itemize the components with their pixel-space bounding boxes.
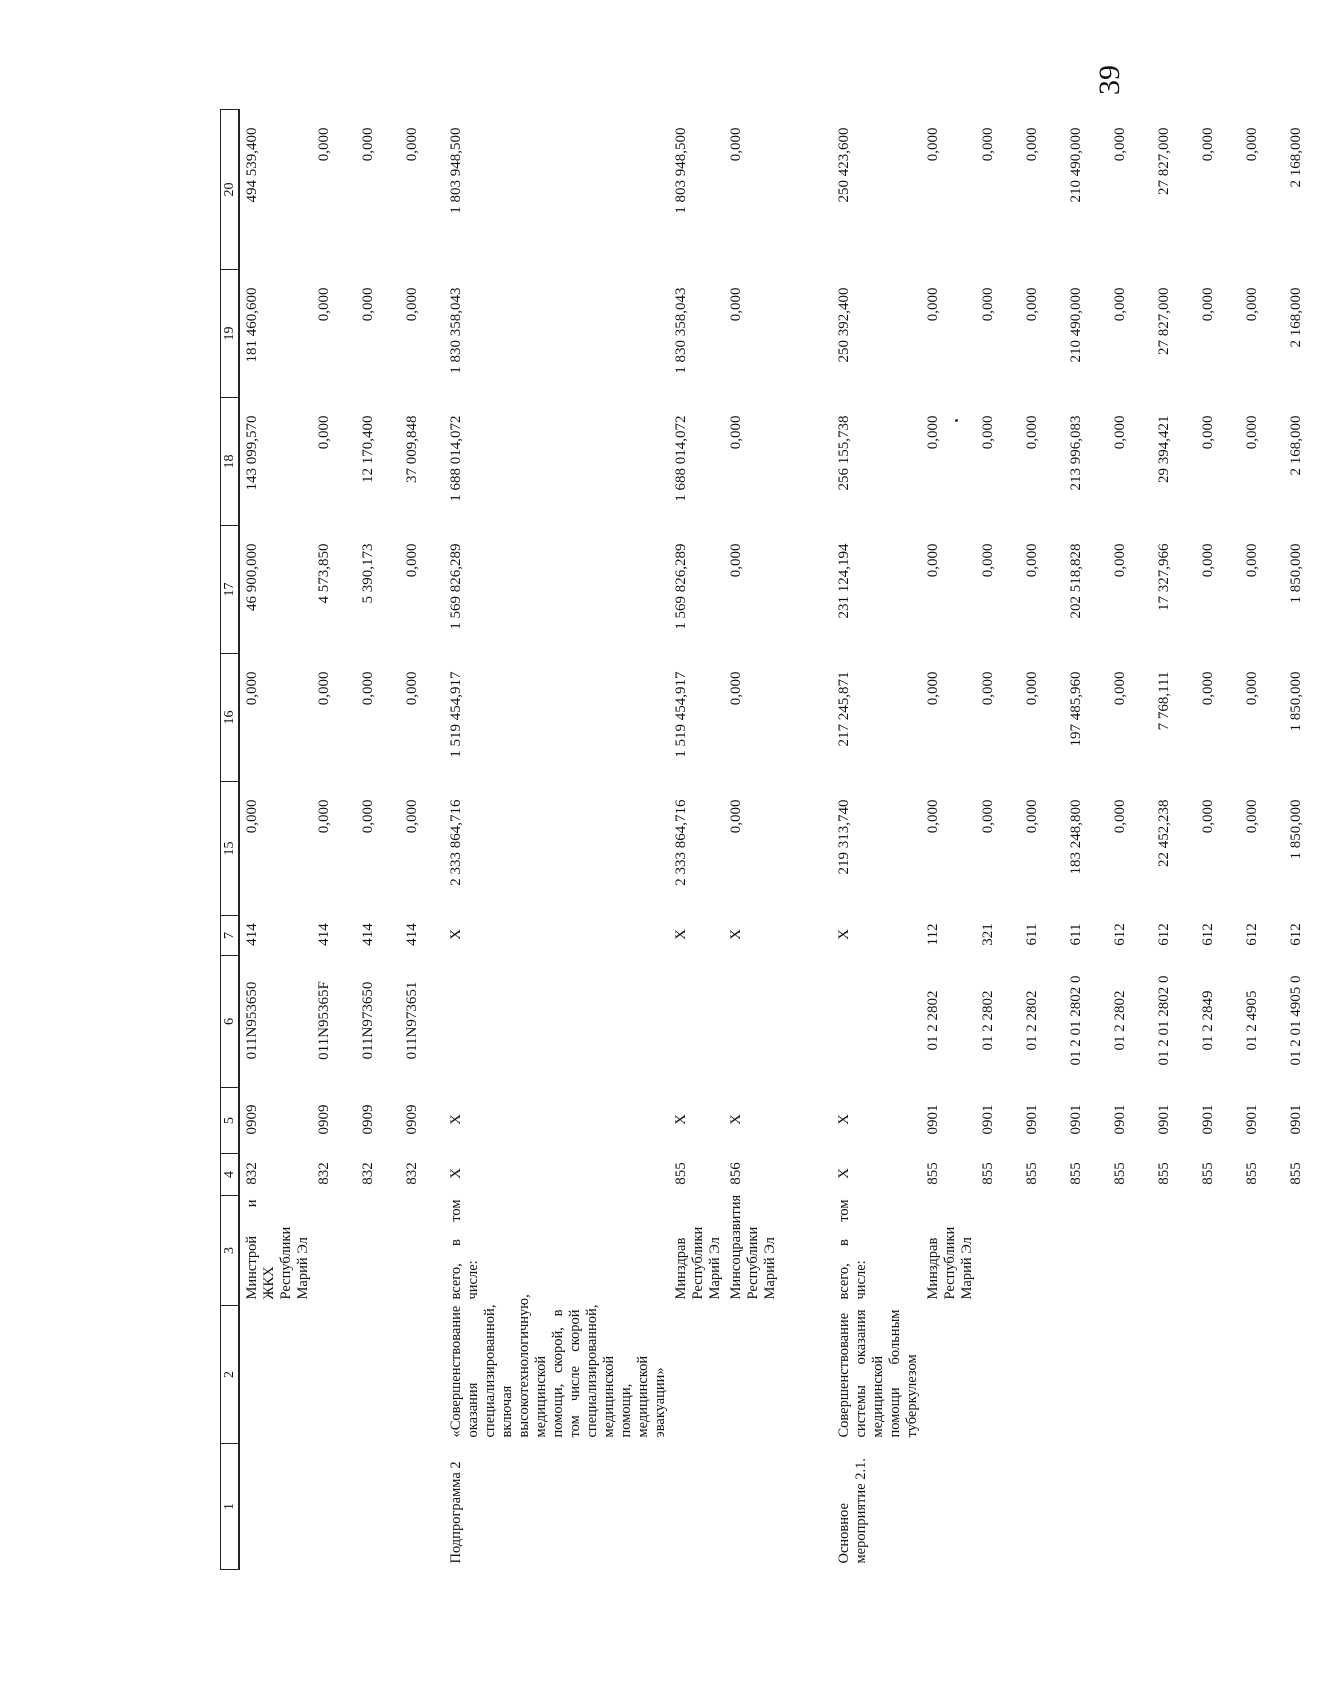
row-label-cell (1064, 1444, 1108, 1570)
expense-type-cell: 414 (360, 923, 376, 946)
amount-cell: 0,000 (1244, 287, 1260, 322)
amount-cell: 0,000 (1024, 543, 1040, 578)
amount-cell: 197 485,960 (1068, 671, 1084, 747)
target-article-cell: 011N95365F (316, 981, 332, 1060)
row-label-cell (312, 1444, 356, 1570)
amount-cell: 0,000 (1112, 671, 1128, 706)
amount-cell: 0,000 (1244, 415, 1260, 450)
description-cell (1020, 1306, 1064, 1444)
column-header: 20 (221, 110, 240, 270)
description-cell (312, 1306, 356, 1444)
amount-cell: 1 803 948,500 (448, 127, 464, 214)
grbs-code-cell: 855 (673, 1162, 689, 1185)
executor-cell: Минстрой и ЖКХ Республики Марий Эл (244, 1199, 311, 1300)
expense-type-cell: 612 (1156, 923, 1172, 946)
amount-cell: 0,000 (980, 799, 996, 834)
column-header: 1 (221, 1444, 240, 1570)
grbs-code-cell: 855 (980, 1162, 996, 1185)
column-header: 5 (221, 1088, 240, 1154)
amount-cell: 0,000 (1200, 671, 1216, 706)
column-header: 15 (221, 782, 240, 916)
amount-cell: 210 490,000 (1068, 127, 1084, 203)
row-label-cell (1020, 1444, 1064, 1570)
amount-cell: 4 573,850 (316, 543, 332, 604)
target-article-cell: 01 2 4905 (1244, 990, 1260, 1051)
amount-cell: 0,000 (980, 415, 996, 450)
amount-cell: 46 900,000 (244, 543, 260, 611)
row-label-cell (1240, 1444, 1284, 1570)
table-row (444, 110, 669, 1570)
section-code-cell: 0901 (1156, 1104, 1172, 1135)
amount-cell: 0,000 (728, 127, 744, 162)
table-row (724, 110, 832, 1570)
amount-cell: 27 827,000 (1156, 127, 1172, 195)
amount-cell: 213 996,083 (1068, 415, 1084, 491)
amount-cell: 0,000 (360, 287, 376, 322)
expense-type-cell: 612 (1288, 923, 1304, 946)
budget-table (220, 109, 1328, 1570)
amount-cell: 0,000 (1244, 671, 1260, 706)
section-code-cell: 0909 (244, 1104, 260, 1135)
target-article-cell: 01 2 01 2802 0 (1068, 975, 1084, 1066)
amount-cell: 1 688 014,072 (448, 415, 464, 502)
amount-cell: 0,000 (925, 287, 941, 322)
budget-table-sheet (220, 110, 1304, 1570)
grbs-code-cell: 855 (1244, 1162, 1260, 1185)
amount-cell: 0,000 (980, 671, 996, 706)
target-article-cell: 01 2 2802 (1112, 990, 1128, 1051)
expense-type-cell: 321 (980, 923, 996, 946)
description-cell: Совершенствование системы оказания медицинской помощи больным туберкулезом (836, 1309, 920, 1438)
section-code-cell: Х (728, 1114, 744, 1125)
amount-cell: 0,000 (728, 543, 744, 578)
column-header: 16 (221, 654, 240, 782)
amount-cell: 0,000 (404, 287, 420, 322)
amount-cell: 0,000 (925, 799, 941, 834)
target-article-cell: 011N973651 (404, 981, 420, 1060)
row-label-cell (400, 1444, 444, 1570)
amount-cell: 22 452,238 (1156, 799, 1172, 867)
table-row (1196, 110, 1240, 1570)
amount-cell: 219 313,740 (836, 799, 852, 875)
executor-cell (1196, 1196, 1240, 1306)
target-article-cell: 01 2 2849 (1200, 990, 1216, 1051)
amount-cell: 0,000 (316, 127, 332, 162)
row-label-cell (1152, 1444, 1196, 1570)
executor-cell (1020, 1196, 1064, 1306)
executor-cell (976, 1196, 1020, 1306)
table-row (1284, 110, 1328, 1570)
column-header: 18 (221, 398, 240, 526)
expense-type-cell: 611 (1068, 923, 1084, 946)
amount-cell: 0,000 (244, 671, 260, 706)
column-header: 17 (221, 526, 240, 654)
expense-type-cell: 611 (1024, 923, 1040, 946)
executor-cell: всего, в том числе: (836, 1199, 869, 1300)
amount-cell: 0,000 (980, 543, 996, 578)
executor-cell (1064, 1196, 1108, 1306)
amount-cell: 27 827,000 (1156, 287, 1172, 355)
amount-cell: 2 168,000 (1288, 287, 1304, 348)
target-article-cell (444, 956, 669, 1088)
section-code-cell: 0901 (980, 1104, 996, 1135)
target-article-cell (724, 956, 832, 1088)
target-article-cell: 011N953650 (244, 981, 260, 1060)
amount-cell: 0,000 (404, 671, 420, 706)
target-article-cell: 01 2 01 2802 0 (1156, 975, 1172, 1066)
executor-cell: всего, в том числе: (448, 1199, 481, 1300)
description-cell (1240, 1306, 1284, 1444)
section-code-cell: 0909 (360, 1104, 376, 1135)
amount-cell: 1 850,000 (1288, 543, 1304, 604)
amount-cell: 17 327,966 (1156, 543, 1172, 611)
amount-cell: 0,000 (1200, 287, 1216, 322)
amount-cell: 0,000 (1112, 127, 1128, 162)
grbs-code-cell: 855 (1024, 1162, 1040, 1185)
amount-cell: 0,000 (925, 127, 941, 162)
description-cell (976, 1306, 1020, 1444)
amount-cell: 0,000 (728, 671, 744, 706)
grbs-code-cell: 832 (360, 1162, 376, 1185)
section-code-cell: 0901 (1244, 1104, 1260, 1135)
expense-type-cell: 112 (925, 923, 941, 946)
amount-cell: 256 155,738 (836, 415, 852, 491)
expense-type-cell: 612 (1244, 923, 1260, 946)
description-cell (724, 1306, 832, 1444)
amount-cell: 0,000 (404, 127, 420, 162)
table-row (239, 110, 312, 1570)
amount-cell: 250 423,600 (836, 127, 852, 203)
amount-cell: 0,000 (1112, 287, 1128, 322)
target-article-cell (832, 956, 921, 1088)
section-code-cell: 0901 (925, 1104, 941, 1135)
amount-cell: 1 830 358,043 (673, 287, 689, 374)
amount-cell: 1 569 826,289 (673, 543, 689, 630)
expense-type-cell: Х (728, 929, 744, 940)
amount-cell: 181 460,600 (244, 287, 260, 363)
column-header: 6 (221, 956, 240, 1088)
amount-cell: 1 830 358,043 (448, 287, 464, 374)
amount-cell: 0,000 (316, 287, 332, 322)
amount-cell: 0,000 (925, 543, 941, 578)
amount-cell: 1 519 454,917 (448, 671, 464, 758)
amount-cell: 210 490,000 (1068, 287, 1084, 363)
amount-cell: 37 009,848 (404, 415, 420, 483)
table-header-row (221, 110, 240, 1570)
amount-cell: 29 394,421 (1156, 415, 1172, 483)
description-cell (400, 1306, 444, 1444)
executor-cell (400, 1196, 444, 1306)
table-row (400, 110, 444, 1570)
amount-cell: 2 168,000 (1288, 127, 1304, 188)
description-cell (921, 1306, 976, 1444)
amount-cell: 1 519 454,917 (673, 671, 689, 758)
row-label-cell (1284, 1444, 1328, 1570)
amount-cell: 250 392,400 (836, 287, 852, 363)
target-article-cell: 011N973650 (360, 981, 376, 1060)
amount-cell: 0,000 (925, 415, 941, 450)
table-row (356, 110, 400, 1570)
row-label-cell: Основное мероприятие 2.1. (836, 1458, 869, 1564)
grbs-code-cell: 855 (1156, 1162, 1172, 1185)
target-article-cell: 01 2 2802 (1024, 990, 1040, 1051)
executor-cell (356, 1196, 400, 1306)
section-code-cell: Х (448, 1114, 464, 1125)
amount-cell: 0,000 (1200, 415, 1216, 450)
grbs-code-cell: 832 (404, 1162, 420, 1185)
table-body (239, 110, 1328, 1570)
column-header: 2 (221, 1306, 240, 1444)
row-label-cell: Подпрограмма 2 (448, 1461, 464, 1564)
amount-cell: 2 333 864,716 (673, 799, 689, 886)
amount-cell: 0,000 (1244, 127, 1260, 162)
amount-cell: 1 850,000 (1288, 799, 1304, 860)
table-row (1240, 110, 1284, 1570)
amount-cell: 12 170,400 (360, 415, 376, 483)
amount-cell: 143 099,570 (244, 415, 260, 491)
amount-cell: 1 850,000 (1288, 671, 1304, 732)
description-cell (239, 1306, 312, 1444)
table-row (312, 110, 356, 1570)
amount-cell: 0,000 (244, 799, 260, 834)
grbs-code-cell: 832 (244, 1162, 260, 1185)
table-row (669, 110, 724, 1570)
grbs-code-cell: 855 (925, 1162, 941, 1185)
executor-cell: Минздрав Республики Марий Эл (925, 1226, 975, 1300)
description-cell (669, 1306, 724, 1444)
target-article-cell: 01 2 2802 (980, 990, 996, 1051)
column-header: 19 (221, 270, 240, 398)
expense-type-cell: 612 (1112, 923, 1128, 946)
description-cell (1064, 1306, 1108, 1444)
row-label-cell (356, 1444, 400, 1570)
section-code-cell: 0901 (1200, 1104, 1216, 1135)
amount-cell: 0,000 (360, 127, 376, 162)
description-cell (1196, 1306, 1240, 1444)
row-label-cell (1108, 1444, 1152, 1570)
amount-cell: 5 390,173 (360, 543, 376, 604)
row-label-cell (976, 1444, 1020, 1570)
executor-cell (312, 1196, 356, 1306)
executor-cell (1108, 1196, 1152, 1306)
section-code-cell: 0901 (1068, 1104, 1084, 1135)
amount-cell: 0,000 (1024, 671, 1040, 706)
row-label-cell (669, 1444, 724, 1570)
grbs-code-cell: 855 (1288, 1162, 1304, 1185)
grbs-code-cell: 855 (1112, 1162, 1128, 1185)
amount-cell: 231 124,194 (836, 543, 852, 619)
amount-cell: 0,000 (1200, 127, 1216, 162)
amount-cell: 0,000 (1244, 799, 1260, 834)
column-header: 3 (221, 1196, 240, 1306)
section-code-cell: 0909 (404, 1104, 420, 1135)
amount-cell: 0,000 (1112, 799, 1128, 834)
table-row (1020, 110, 1064, 1570)
amount-cell: 2 333 864,716 (448, 799, 464, 886)
expense-type-cell: 612 (1200, 923, 1216, 946)
section-code-cell: 0909 (316, 1104, 332, 1135)
grbs-code-cell: 856 (728, 1162, 744, 1185)
section-code-cell: 0901 (1112, 1104, 1128, 1135)
amount-cell: 183 248,800 (1068, 799, 1084, 875)
grbs-code-cell: 832 (316, 1162, 332, 1185)
row-label-cell (239, 1444, 312, 1570)
amount-cell: 0,000 (925, 671, 941, 706)
amount-cell: 0,000 (1200, 799, 1216, 834)
executor-cell (1152, 1196, 1196, 1306)
amount-cell: 494 539,400 (244, 127, 260, 203)
amount-cell: 7 768,111 (1156, 671, 1172, 731)
executor-cell (1284, 1196, 1328, 1306)
description-cell (1152, 1306, 1196, 1444)
table-row (1064, 110, 1108, 1570)
grbs-code-cell: 855 (1068, 1162, 1084, 1185)
table-row (1152, 110, 1196, 1570)
amount-cell: 0,000 (1112, 415, 1128, 450)
amount-cell: 0,000 (360, 799, 376, 834)
expense-type-cell: 414 (404, 923, 420, 946)
grbs-code-cell: Х (448, 1168, 464, 1179)
grbs-code-cell: 855 (1200, 1162, 1216, 1185)
amount-cell: 0,000 (1200, 543, 1216, 578)
column-header: 7 (221, 916, 240, 956)
amount-cell: 0,000 (728, 415, 744, 450)
amount-cell: 0,000 (1024, 287, 1040, 322)
executor-cell (1240, 1196, 1284, 1306)
amount-cell: 217 245,871 (836, 671, 852, 747)
page-number: 39 (1093, 65, 1126, 95)
table-row (1108, 110, 1152, 1570)
description-cell (1284, 1306, 1328, 1444)
expense-type-cell: 414 (244, 923, 260, 946)
amount-cell: 0,000 (404, 543, 420, 578)
expense-type-cell: Х (673, 929, 689, 940)
row-label-cell (724, 1444, 832, 1570)
amount-cell: 0,000 (360, 671, 376, 706)
description-cell (1108, 1306, 1152, 1444)
target-article-cell (669, 956, 724, 1088)
amount-cell: 0,000 (316, 799, 332, 834)
expense-type-cell: 414 (316, 923, 332, 946)
table-row (921, 110, 976, 1570)
amount-cell: 0,000 (1024, 127, 1040, 162)
amount-cell: 0,000 (1024, 415, 1040, 450)
amount-cell: 0,000 (1112, 543, 1128, 578)
amount-cell: 0,000 (1024, 799, 1040, 834)
amount-cell: 0,000 (728, 287, 744, 322)
amount-cell: 2 168,000 (1288, 415, 1304, 476)
amount-cell: 1 803 948,500 (673, 127, 689, 214)
amount-cell: 0,000 (728, 799, 744, 834)
section-code-cell: Х (836, 1114, 852, 1125)
target-article-cell: 01 2 01 4905 0 (1288, 975, 1304, 1066)
amount-cell: 0,000 (980, 287, 996, 322)
description-cell: «Совершенствование оказания специализированной, включая высокотехнологичную, медицинской помощи, скорой, в том числе скорой специализированной, медицинской помощи, медицинской эвакуации» (448, 1294, 668, 1438)
table-row (976, 110, 1020, 1570)
amount-cell: 0,000 (316, 415, 332, 450)
executor-cell: Минсоцразвития Республики Марий Эл (728, 1194, 778, 1300)
amount-cell: 202 518,828 (1068, 543, 1084, 619)
amount-cell: 0,000 (1244, 543, 1260, 578)
amount-cell: 1 688 014,072 (673, 415, 689, 502)
expense-type-cell: Х (448, 929, 464, 940)
grbs-code-cell: Х (836, 1168, 852, 1179)
amount-cell: 0,000 (404, 799, 420, 834)
expense-type-cell: Х (836, 929, 852, 940)
section-code-cell: 0901 (1024, 1104, 1040, 1135)
section-code-cell: Х (673, 1114, 689, 1125)
description-cell (356, 1306, 400, 1444)
executor-cell: Минздрав Республики Марий Эл (673, 1226, 723, 1300)
amount-cell: 1 569 826,289 (448, 543, 464, 630)
amount-cell: 0,000 (316, 671, 332, 706)
section-code-cell: 0901 (1288, 1104, 1304, 1135)
amount-cell: 0,000 (980, 127, 996, 162)
target-article-cell: 01 2 2802 (925, 990, 941, 1051)
table-row (832, 110, 921, 1570)
row-label-cell (921, 1444, 976, 1570)
row-label-cell (1196, 1444, 1240, 1570)
column-header: 4 (221, 1154, 240, 1196)
